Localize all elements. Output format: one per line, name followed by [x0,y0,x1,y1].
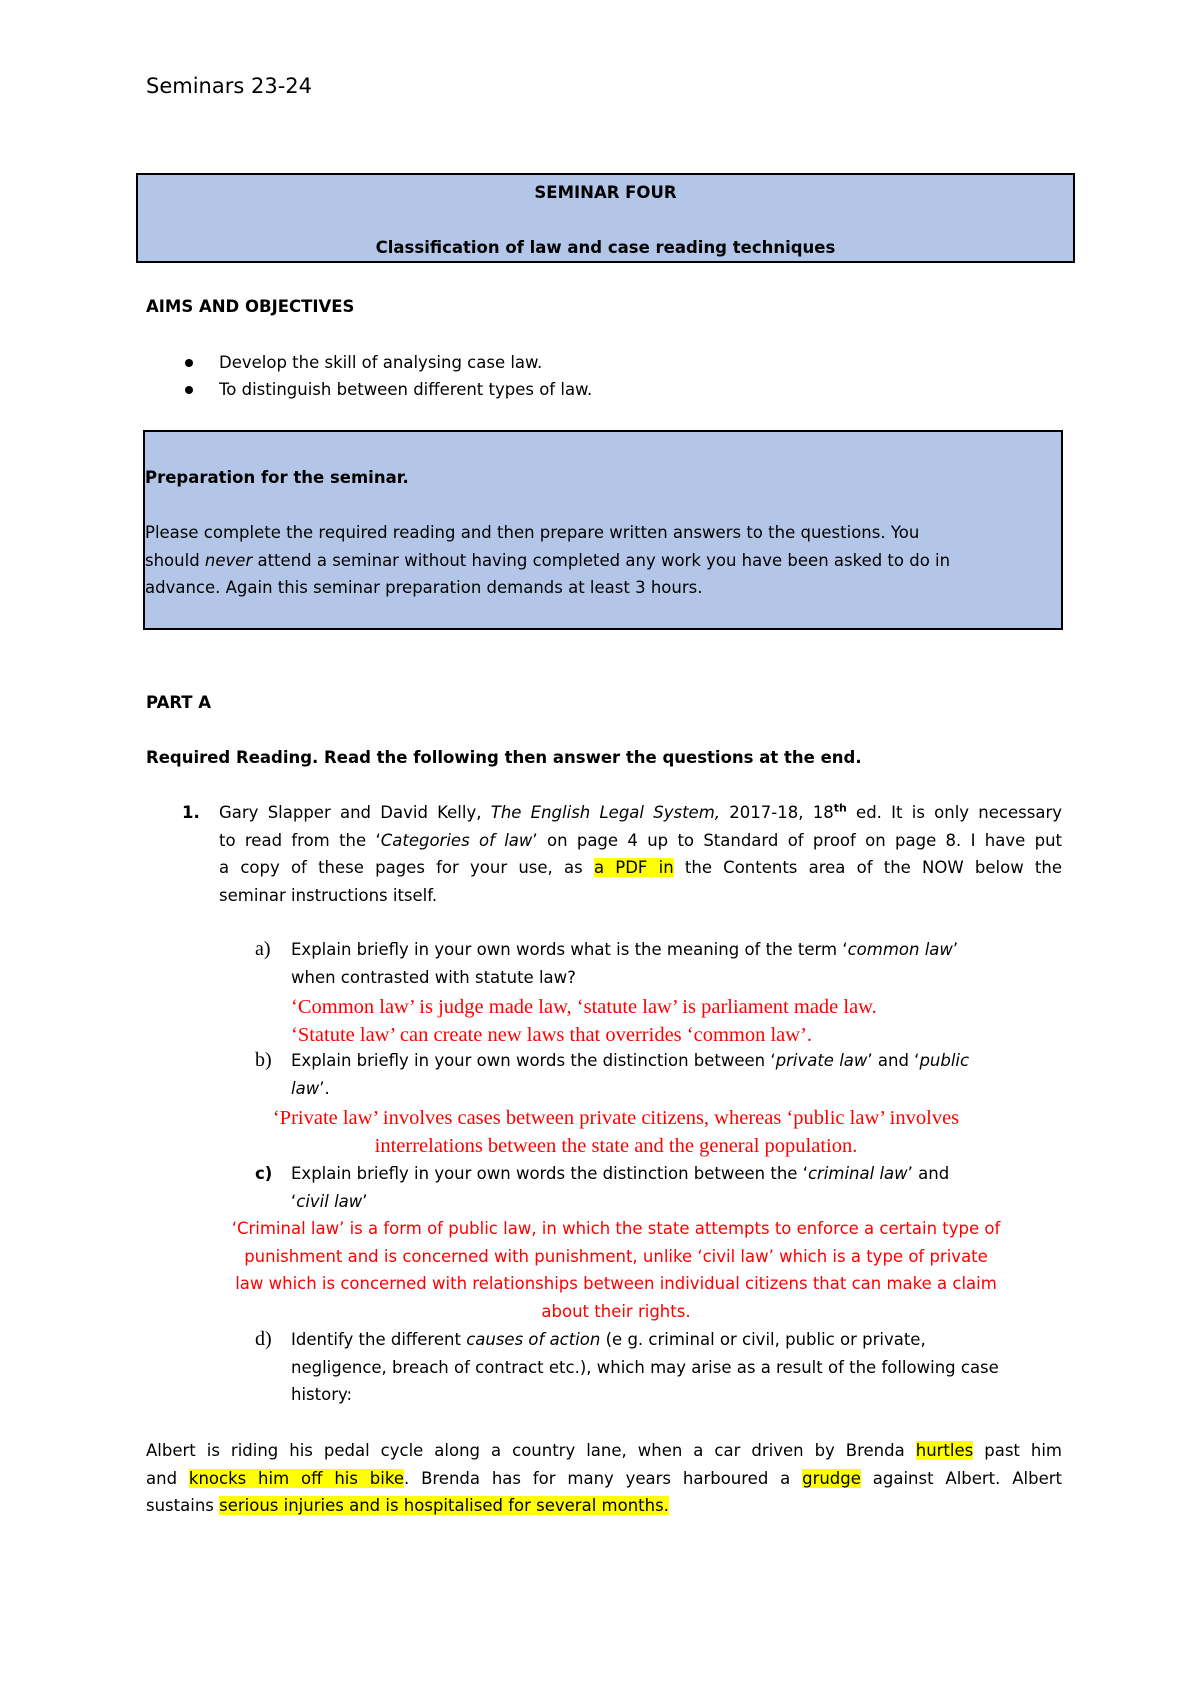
bullet-icon [185,386,193,394]
question-label: a) [255,938,271,960]
question-label: c) [255,1164,273,1183]
required-reading-heading: Required Reading. Read the following then answer the questions at the end. [146,748,862,767]
preparation-line: advance. Again this seminar preparation demands at least 3 hours. [145,578,703,597]
highlight: knocks him off his bike [188,1468,404,1488]
preparation-line: Please complete the required reading and then prepare written answers to the questions. You [145,523,920,542]
question-line: Explain briefly in your own words what is the meaning of the term ‘common law’ [291,940,959,959]
part-a-heading: PART A [146,693,212,712]
answer-line: ‘Statute law’ can create new laws that overrides ‘common law’. [291,1024,813,1046]
question-b [291,1047,1071,1102]
question-line: ‘civil law’ [291,1191,368,1211]
question-line: when contrasted with statute law? [291,967,576,987]
seminar-title-box [136,173,1075,263]
question-line: history: [291,1385,353,1404]
reading-item [219,799,1062,909]
answer-line: ‘Common law’ is judge made law, ‘statute law’ is parliament made law. [291,996,877,1018]
case-history [146,1437,1062,1520]
item-number: 1. [182,803,200,822]
case-line: and knocks him off his bike. Brenda has for many years harboured a grudge against Albert. Albert [146,1468,1062,1488]
list-item: Develop the skill of analysing case law. [219,353,543,372]
case-line: sustains serious injuries and is hospitalised for several months. [146,1496,669,1515]
highlight: a PDF in [593,858,674,877]
bullet-icon [185,359,193,367]
question-line: Identify the different causes of action (e g. criminal or civil, public or private, [291,1330,926,1349]
question-line: negligence, breach of contract etc.), which may arise as a result of the following case [291,1357,999,1377]
reading-line: to read from the ‘Categories of law’ on page 4 up to Standard of proof on page 8. I have put [219,830,1062,850]
question-line: Explain briefly in your own words the distinction between the ‘criminal law’ and [291,1164,950,1183]
question-a [291,936,958,991]
reading-line: Gary Slapper and David Kelly, The English Legal System, 2017-18, 18th ed. It is only necessary [219,801,1062,822]
answer-c [146,1215,1086,1325]
answer-line: ‘Private law’ involves cases between private citizens, whereas ‘public law’ involves [272,1107,960,1129]
preparation-heading: Preparation for the seminar. [145,468,409,487]
preparation-text [145,519,1055,602]
answer-line: punishment and is concerned with punishment, unlike ‘civil law’ which is a type of private [244,1246,988,1266]
answer-b [146,1104,1086,1160]
preparation-box [143,430,1063,630]
highlight: grudge [802,1468,861,1488]
question-label: d) [255,1328,272,1350]
case-line: Albert is riding his pedal cycle along a country lane, when a car driven by Brenda hurtles past him [146,1441,1062,1460]
preparation-line: should never attend a seminar without having completed any work you have been asked to do in [145,550,951,570]
highlight: hurtles [915,1441,974,1460]
seminar-heading: SEMINAR FOUR [534,183,677,202]
question-d [291,1326,999,1409]
question-line: law’. [291,1078,330,1098]
answer-line: about their rights. [541,1301,691,1321]
answer-a [291,993,877,1049]
aims-heading: AIMS AND OBJECTIVES [146,297,355,316]
question-label: b) [255,1049,272,1071]
answer-line: interrelations between the state and the general population. [374,1135,858,1157]
answer-line: ‘Criminal law’ is a form of public law, in which the state attempts to enforce a certain type of [231,1219,1001,1238]
answer-line: law which is concerned with relationships between individual citizens that can make a claim [235,1274,997,1293]
reading-line: a copy of these pages for your use, as a PDF in the Contents area of the NOW below the [219,858,1062,877]
seminar-subtitle: Classification of law and case reading techniques [375,238,836,257]
question-line: Explain briefly in your own words the distinction between ‘private law’ and ‘public [291,1051,970,1070]
highlight: serious injuries and is hospitalised for several months. [219,1496,669,1515]
list-item: To distinguish between different types of law. [219,380,593,399]
question-c [291,1160,949,1215]
page-title: Seminars 23-24 [146,74,312,98]
reading-line: seminar instructions itself. [219,885,438,905]
